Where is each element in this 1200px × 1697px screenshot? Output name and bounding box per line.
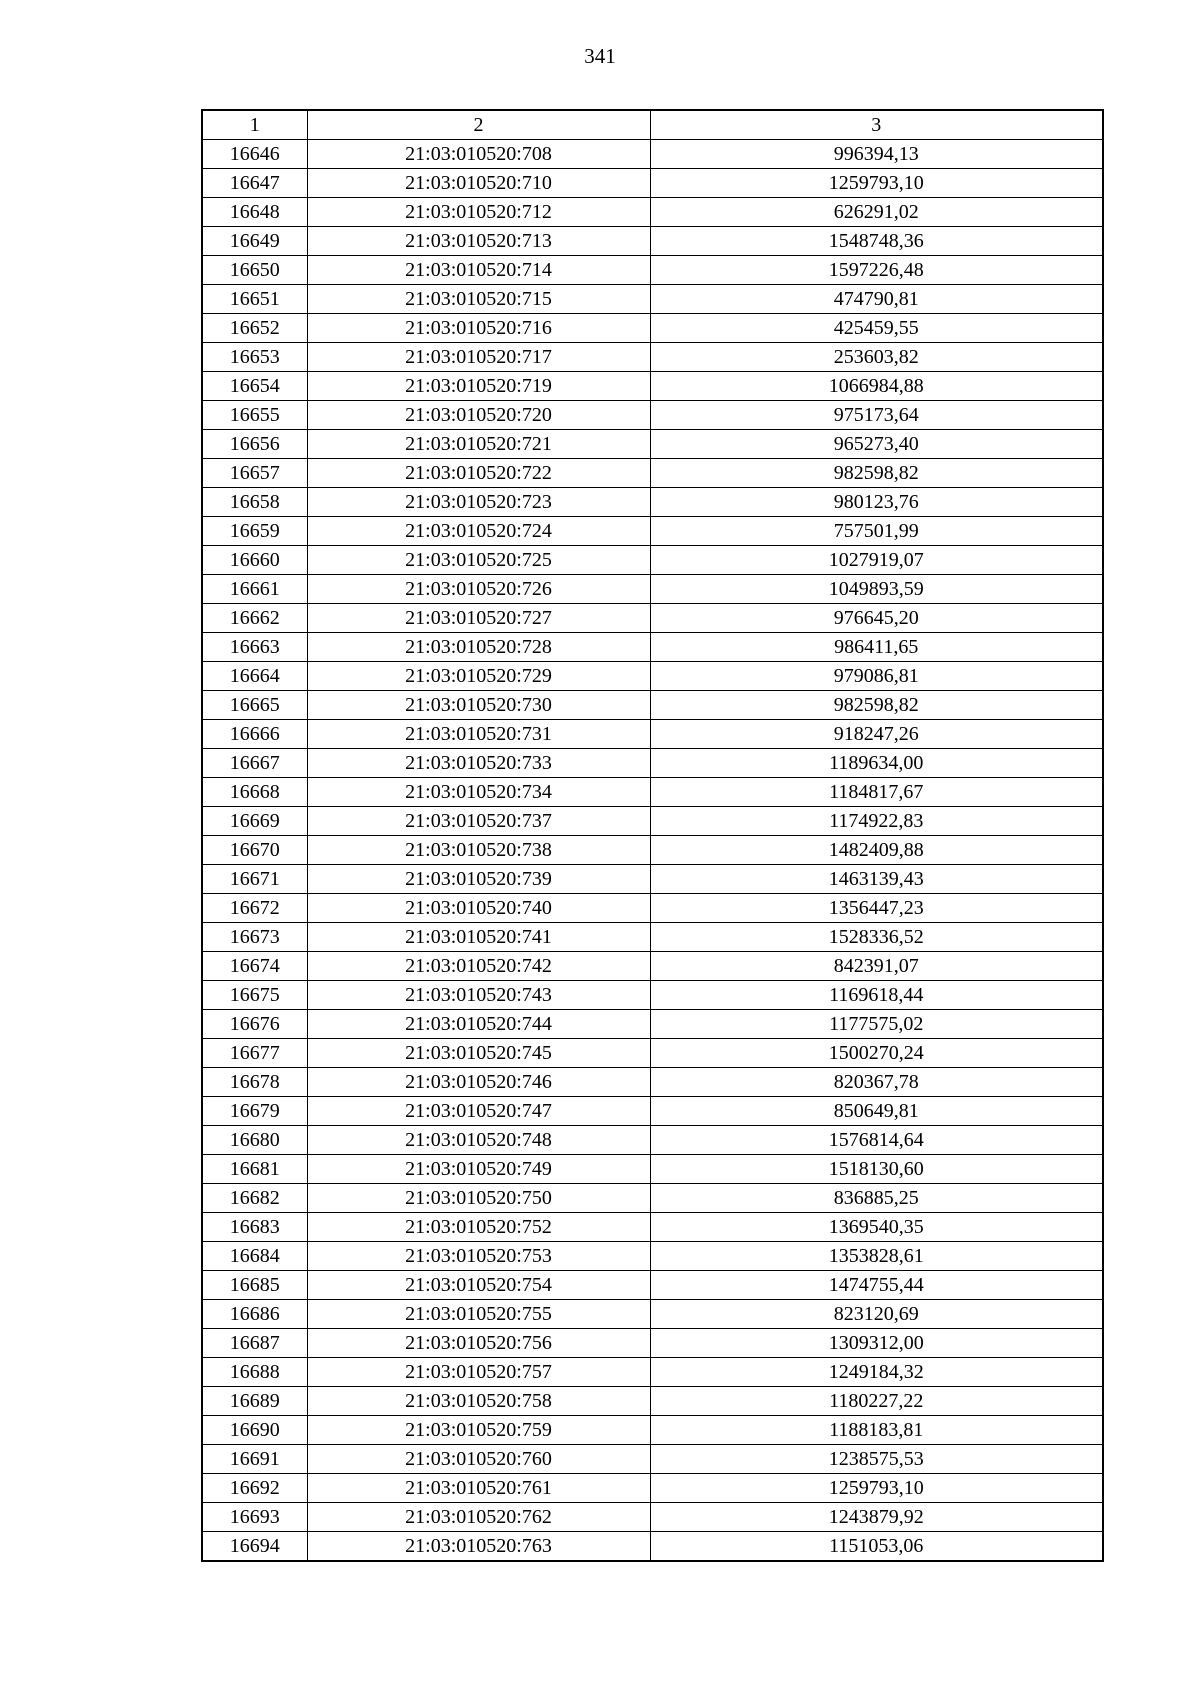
table-row	[202, 1068, 1103, 1097]
value-cell: 1189634,00	[650, 749, 1103, 778]
row-number-cell: 16684	[202, 1242, 307, 1271]
table-body	[202, 140, 1103, 1562]
table-row	[202, 1126, 1103, 1155]
table-row	[202, 1445, 1103, 1474]
value-cell: 1518130,60	[650, 1155, 1103, 1184]
cadastral-number-cell: 21:03:010520:747	[307, 1097, 650, 1126]
row-number-cell: 16685	[202, 1271, 307, 1300]
row-number-cell: 16671	[202, 865, 307, 894]
value-cell: 1259793,10	[650, 1474, 1103, 1503]
cadastral-number-cell: 21:03:010520:754	[307, 1271, 650, 1300]
cadastral-number-cell: 21:03:010520:724	[307, 517, 650, 546]
cadastral-number-cell: 21:03:010520:762	[307, 1503, 650, 1532]
row-number-cell: 16681	[202, 1155, 307, 1184]
cadastral-number-cell: 21:03:010520:722	[307, 459, 650, 488]
table-row	[202, 1039, 1103, 1068]
row-number-cell: 16654	[202, 372, 307, 401]
table-row	[202, 749, 1103, 778]
row-number-cell: 16647	[202, 169, 307, 198]
table-row	[202, 285, 1103, 314]
table-row	[202, 1271, 1103, 1300]
table-row	[202, 1010, 1103, 1039]
cadastral-number-cell: 21:03:010520:737	[307, 807, 650, 836]
row-number-cell: 16659	[202, 517, 307, 546]
value-cell: 996394,13	[650, 140, 1103, 169]
row-number-cell: 16677	[202, 1039, 307, 1068]
table-row	[202, 865, 1103, 894]
value-cell: 1463139,43	[650, 865, 1103, 894]
value-cell: 850649,81	[650, 1097, 1103, 1126]
value-cell: 1238575,53	[650, 1445, 1103, 1474]
table-row	[202, 691, 1103, 720]
row-number-cell: 16658	[202, 488, 307, 517]
value-cell: 1356447,23	[650, 894, 1103, 923]
header-cell-1: 1	[202, 110, 307, 140]
value-cell: 836885,25	[650, 1184, 1103, 1213]
table-row	[202, 662, 1103, 691]
row-number-cell: 16678	[202, 1068, 307, 1097]
value-cell: 820367,78	[650, 1068, 1103, 1097]
table-row	[202, 604, 1103, 633]
table-row	[202, 430, 1103, 459]
value-cell: 1597226,48	[650, 256, 1103, 285]
value-cell: 976645,20	[650, 604, 1103, 633]
table-row	[202, 1097, 1103, 1126]
header-row	[202, 110, 1103, 140]
value-cell: 1049893,59	[650, 575, 1103, 604]
value-cell: 1474755,44	[650, 1271, 1103, 1300]
cadastral-number-cell: 21:03:010520:728	[307, 633, 650, 662]
cadastral-number-cell: 21:03:010520:734	[307, 778, 650, 807]
row-number-cell: 16653	[202, 343, 307, 372]
cadastral-number-cell: 21:03:010520:739	[307, 865, 650, 894]
row-number-cell: 16676	[202, 1010, 307, 1039]
cadastral-number-cell: 21:03:010520:730	[307, 691, 650, 720]
value-cell: 1576814,64	[650, 1126, 1103, 1155]
row-number-cell: 16655	[202, 401, 307, 430]
table-row	[202, 227, 1103, 256]
cadastral-number-cell: 21:03:010520:752	[307, 1213, 650, 1242]
cadastral-number-cell: 21:03:010520:755	[307, 1300, 650, 1329]
cadastral-number-cell: 21:03:010520:742	[307, 952, 650, 981]
header-cell-2: 2	[307, 110, 650, 140]
cadastral-number-cell: 21:03:010520:731	[307, 720, 650, 749]
table-row	[202, 1242, 1103, 1271]
cadastral-number-cell: 21:03:010520:750	[307, 1184, 650, 1213]
value-cell: 626291,02	[650, 198, 1103, 227]
table-row	[202, 1155, 1103, 1184]
value-cell: 1151053,06	[650, 1532, 1103, 1562]
value-cell: 1369540,35	[650, 1213, 1103, 1242]
value-cell: 979086,81	[650, 662, 1103, 691]
cadastral-number-cell: 21:03:010520:710	[307, 169, 650, 198]
row-number-cell: 16675	[202, 981, 307, 1010]
cadastral-number-cell: 21:03:010520:744	[307, 1010, 650, 1039]
table-row	[202, 314, 1103, 343]
cadastral-number-cell: 21:03:010520:763	[307, 1532, 650, 1562]
value-cell: 1169618,44	[650, 981, 1103, 1010]
value-cell: 1066984,88	[650, 372, 1103, 401]
row-number-cell: 16687	[202, 1329, 307, 1358]
row-number-cell: 16693	[202, 1503, 307, 1532]
table-row	[202, 140, 1103, 169]
table-row	[202, 1329, 1103, 1358]
table-row	[202, 1532, 1103, 1562]
row-number-cell: 16679	[202, 1097, 307, 1126]
row-number-cell: 16652	[202, 314, 307, 343]
row-number-cell: 16691	[202, 1445, 307, 1474]
value-cell: 982598,82	[650, 459, 1103, 488]
value-cell: 980123,76	[650, 488, 1103, 517]
table-row	[202, 778, 1103, 807]
table-row	[202, 923, 1103, 952]
cadastral-number-cell: 21:03:010520:746	[307, 1068, 650, 1097]
row-number-cell: 16661	[202, 575, 307, 604]
value-cell: 1528336,52	[650, 923, 1103, 952]
row-number-cell: 16649	[202, 227, 307, 256]
value-cell: 1482409,88	[650, 836, 1103, 865]
cadastral-number-cell: 21:03:010520:719	[307, 372, 650, 401]
value-cell: 1243879,92	[650, 1503, 1103, 1532]
row-number-cell: 16646	[202, 140, 307, 169]
row-number-cell: 16665	[202, 691, 307, 720]
cadastral-number-cell: 21:03:010520:717	[307, 343, 650, 372]
value-cell: 1177575,02	[650, 1010, 1103, 1039]
cadastral-number-cell: 21:03:010520:726	[307, 575, 650, 604]
value-cell: 1184817,67	[650, 778, 1103, 807]
table-row	[202, 169, 1103, 198]
value-cell: 474790,81	[650, 285, 1103, 314]
table-header	[202, 110, 1103, 140]
table-row	[202, 1474, 1103, 1503]
cadastral-number-cell: 21:03:010520:741	[307, 923, 650, 952]
row-number-cell: 16648	[202, 198, 307, 227]
table-row	[202, 1213, 1103, 1242]
value-cell: 1309312,00	[650, 1329, 1103, 1358]
cadastral-number-cell: 21:03:010520:740	[307, 894, 650, 923]
data-table	[201, 109, 1104, 1562]
row-number-cell: 16688	[202, 1358, 307, 1387]
table-row	[202, 807, 1103, 836]
header-cell-3: 3	[650, 110, 1103, 140]
row-number-cell: 16660	[202, 546, 307, 575]
table-row	[202, 517, 1103, 546]
table-row	[202, 1300, 1103, 1329]
cadastral-number-cell: 21:03:010520:715	[307, 285, 650, 314]
row-number-cell: 16656	[202, 430, 307, 459]
cadastral-number-cell: 21:03:010520:713	[307, 227, 650, 256]
value-cell: 253603,82	[650, 343, 1103, 372]
table-row	[202, 459, 1103, 488]
table-row	[202, 894, 1103, 923]
cadastral-number-cell: 21:03:010520:714	[307, 256, 650, 285]
row-number-cell: 16683	[202, 1213, 307, 1242]
cadastral-number-cell: 21:03:010520:708	[307, 140, 650, 169]
table-row	[202, 981, 1103, 1010]
row-number-cell: 16686	[202, 1300, 307, 1329]
cadastral-number-cell: 21:03:010520:761	[307, 1474, 650, 1503]
cadastral-number-cell: 21:03:010520:753	[307, 1242, 650, 1271]
table-row	[202, 546, 1103, 575]
table-row	[202, 372, 1103, 401]
cadastral-number-cell: 21:03:010520:748	[307, 1126, 650, 1155]
table-row	[202, 488, 1103, 517]
cadastral-number-cell: 21:03:010520:712	[307, 198, 650, 227]
table-row	[202, 633, 1103, 662]
value-cell: 425459,55	[650, 314, 1103, 343]
row-number-cell: 16670	[202, 836, 307, 865]
row-number-cell: 16672	[202, 894, 307, 923]
value-cell: 842391,07	[650, 952, 1103, 981]
row-number-cell: 16666	[202, 720, 307, 749]
cadastral-number-cell: 21:03:010520:756	[307, 1329, 650, 1358]
row-number-cell: 16650	[202, 256, 307, 285]
value-cell: 1180227,22	[650, 1387, 1103, 1416]
cadastral-number-cell: 21:03:010520:759	[307, 1416, 650, 1445]
row-number-cell: 16674	[202, 952, 307, 981]
value-cell: 1027919,07	[650, 546, 1103, 575]
value-cell: 1548748,36	[650, 227, 1103, 256]
cadastral-number-cell: 21:03:010520:720	[307, 401, 650, 430]
row-number-cell: 16664	[202, 662, 307, 691]
cadastral-number-cell: 21:03:010520:733	[307, 749, 650, 778]
table-row	[202, 401, 1103, 430]
table-row	[202, 1416, 1103, 1445]
cadastral-number-cell: 21:03:010520:729	[307, 662, 650, 691]
value-cell: 1500270,24	[650, 1039, 1103, 1068]
cadastral-number-cell: 21:03:010520:757	[307, 1358, 650, 1387]
value-cell: 975173,64	[650, 401, 1103, 430]
value-cell: 1249184,32	[650, 1358, 1103, 1387]
value-cell: 1188183,81	[650, 1416, 1103, 1445]
table-row	[202, 343, 1103, 372]
row-number-cell: 16668	[202, 778, 307, 807]
table-row	[202, 1184, 1103, 1213]
row-number-cell: 16694	[202, 1532, 307, 1562]
cadastral-number-cell: 21:03:010520:721	[307, 430, 650, 459]
value-cell: 918247,26	[650, 720, 1103, 749]
value-cell: 1259793,10	[650, 169, 1103, 198]
cadastral-number-cell: 21:03:010520:727	[307, 604, 650, 633]
table-row	[202, 1387, 1103, 1416]
cadastral-number-cell: 21:03:010520:760	[307, 1445, 650, 1474]
row-number-cell: 16689	[202, 1387, 307, 1416]
row-number-cell: 16690	[202, 1416, 307, 1445]
value-cell: 757501,99	[650, 517, 1103, 546]
value-cell: 986411,65	[650, 633, 1103, 662]
table-row	[202, 1503, 1103, 1532]
row-number-cell: 16680	[202, 1126, 307, 1155]
table-row	[202, 575, 1103, 604]
table-row	[202, 1358, 1103, 1387]
row-number-cell: 16682	[202, 1184, 307, 1213]
row-number-cell: 16657	[202, 459, 307, 488]
table-row	[202, 952, 1103, 981]
row-number-cell: 16667	[202, 749, 307, 778]
cadastral-number-cell: 21:03:010520:716	[307, 314, 650, 343]
cadastral-number-cell: 21:03:010520:745	[307, 1039, 650, 1068]
value-cell: 823120,69	[650, 1300, 1103, 1329]
cadastral-number-cell: 21:03:010520:743	[307, 981, 650, 1010]
table-row	[202, 720, 1103, 749]
row-number-cell: 16692	[202, 1474, 307, 1503]
cadastral-number-cell: 21:03:010520:758	[307, 1387, 650, 1416]
row-number-cell: 16669	[202, 807, 307, 836]
table-row	[202, 198, 1103, 227]
cadastral-number-cell: 21:03:010520:738	[307, 836, 650, 865]
page-number: 341	[584, 44, 616, 68]
value-cell: 1353828,61	[650, 1242, 1103, 1271]
table-row	[202, 256, 1103, 285]
value-cell: 965273,40	[650, 430, 1103, 459]
cadastral-number-cell: 21:03:010520:723	[307, 488, 650, 517]
cadastral-number-cell: 21:03:010520:725	[307, 546, 650, 575]
row-number-cell: 16673	[202, 923, 307, 952]
value-cell: 982598,82	[650, 691, 1103, 720]
row-number-cell: 16662	[202, 604, 307, 633]
value-cell: 1174922,83	[650, 807, 1103, 836]
table-row	[202, 836, 1103, 865]
row-number-cell: 16663	[202, 633, 307, 662]
row-number-cell: 16651	[202, 285, 307, 314]
cadastral-number-cell: 21:03:010520:749	[307, 1155, 650, 1184]
